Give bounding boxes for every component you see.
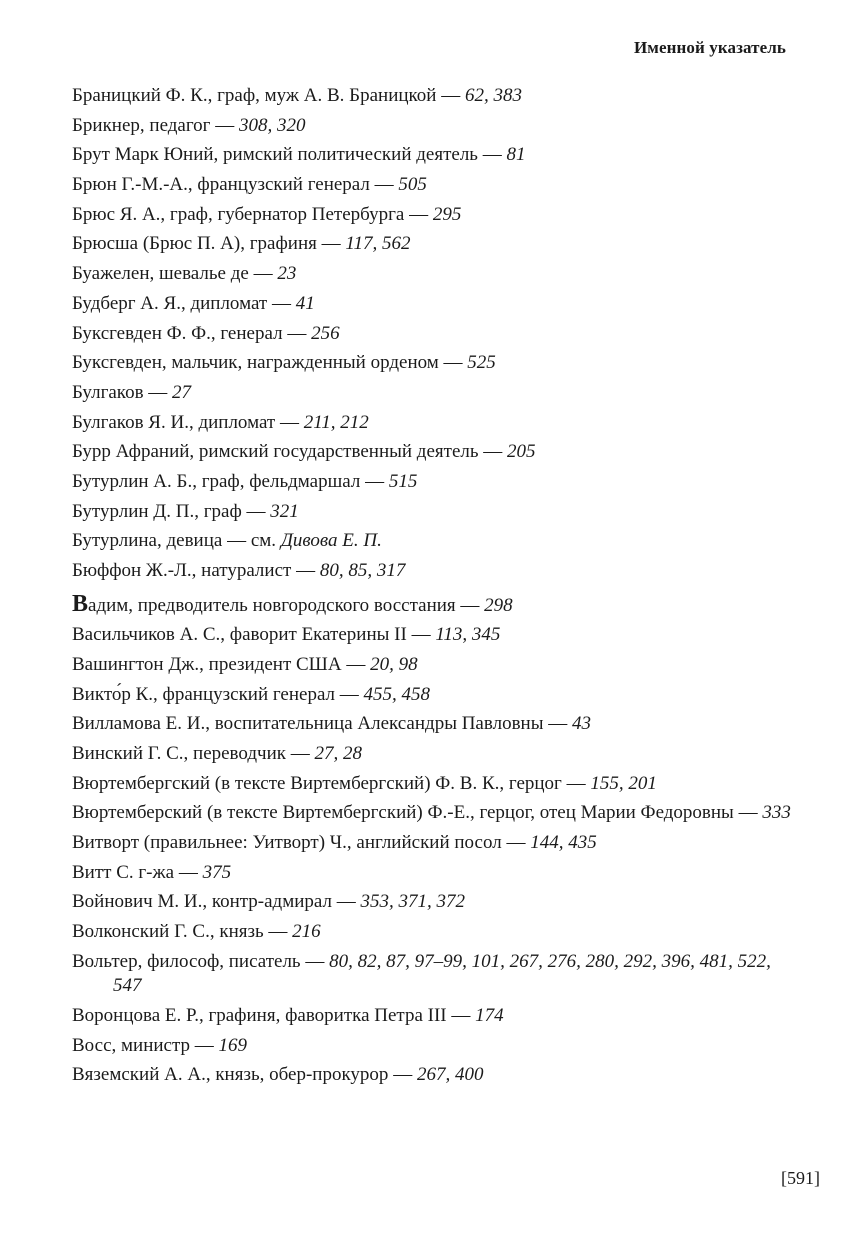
entry-separator: — [275,411,304,433]
entry-pages: 505 [398,174,427,196]
entry-separator: — [282,322,312,344]
index-entry [72,500,792,525]
entry-separator: — [341,653,371,675]
entry-name: Буксгевден Ф. Ф., генерал [72,322,283,344]
entry-separator: — [404,203,433,225]
index-entry [72,861,792,886]
entry-separator: — [241,500,271,522]
entry-name: Бюффон Ж.-Л., натуралист [72,560,292,581]
entry-name: Воронцова Е. Р., графиня, фаворитка Петра III [72,1004,447,1026]
entry-pages: 515 [388,470,418,492]
index-entry [72,772,792,797]
entry-separator: — [501,832,531,853]
entry-separator: — [733,802,763,824]
entry-separator: — [455,594,485,616]
entry-name: Бутурлина, девица [72,530,223,552]
index-entry [72,592,792,619]
entry-name: Вяземский А. А., князь, обер-прокурор [72,1064,389,1086]
entry-name: Браницкий Ф. К., граф, муж А. В. Браницкой [72,85,437,106]
entry-pages: 43 [571,713,591,735]
entry-separator: — [190,1034,219,1056]
entry-name: Витворт (правильнее: Уитворт) Ч., английский посол [72,832,502,853]
entry-pages: 216 [292,921,321,943]
entry-separator: — [369,174,399,196]
entry-name: Брюсша (Брюс П. А), графиня [72,233,317,255]
index-entry [72,292,792,317]
index-entry [72,623,792,648]
entry-name: Брикнер, педагог [72,114,211,136]
entry-pages: 27 [172,381,192,403]
index-entry [72,742,792,767]
entry-separator: — [335,683,364,705]
index-entry [72,84,792,109]
index-entry [72,232,792,257]
entry-pages: 62, 383 [464,85,522,106]
index-entry [72,559,792,584]
entry-name: Вилламова Е. И., воспитательница Александры Павловны [72,713,544,735]
index-entry [72,203,792,228]
entry-pages: 353, 371, 372 [360,891,465,913]
entry-name: Будберг А. Я., дипломат [72,292,268,314]
index-entry [72,653,792,678]
page-number: [591] [781,1168,820,1188]
entry-pages: 117, 562 [345,233,411,255]
index-entry [72,529,792,554]
entry-name: Вашингтон Дж., президент США [72,653,342,675]
entry-name: Винский Г. С., переводчик [72,742,286,764]
running-header: Именной указатель [633,38,786,57]
entry-separator: — [143,381,173,403]
entry-pages: 256 [311,322,340,344]
entry-pages: 80, 82, 87, 97–99, 101, 267, 276, 280, 292, 396, 481, 522, 547 [113,950,771,997]
entry-separator: — [291,560,320,581]
index-entry [72,440,792,465]
entry-separator: — [543,713,572,735]
entry-name: адим, предводитель новгородского восстания [88,594,456,616]
entry-separator: — [360,470,389,492]
entry-pages: 23 [277,263,297,285]
entry-pages: 169 [218,1034,248,1056]
entry-name: Булгаков Я. И., дипломат [72,411,276,433]
entry-separator: — [478,441,508,463]
index-entry [72,831,792,856]
entry-pages: 113, 345 [435,624,501,646]
entry-pages: 333 [762,802,791,824]
entry-name: Буажелен, шевалье де [72,263,249,285]
index-entry [72,322,792,347]
entry-separator: — [263,921,293,943]
index-entry [72,1034,792,1059]
entry-pages: 20, 98 [370,653,418,675]
entry-pages: 205 [507,441,536,463]
entry-separator: — [436,85,465,106]
entry-pages: 174 [475,1004,504,1026]
entry-pages: 295 [432,203,462,225]
index-entry [72,920,792,945]
entry-name: Восс, министр [72,1034,191,1056]
index-entry [72,381,792,406]
entry-pages: 211, 212 [303,411,369,433]
index-entry [72,114,792,139]
index-list [72,84,792,1093]
entry-name: Витт С. г-жа [72,861,175,883]
entry-name: Брут Марк Юний, римский политический деятель [72,144,478,166]
entry-name: Волконский Г. С., князь [72,921,264,943]
entry-cross-reference: Дивова Е. П. [280,530,382,552]
index-entry [72,712,792,737]
entry-name: Васильчиков А. С., фаворит Екатерины II [72,624,407,646]
entry-pages: 144, 435 [530,832,597,853]
index-entry [72,411,792,436]
entry-pages: 267, 400 [416,1064,484,1086]
entry-pages: 455, 458 [363,683,431,705]
entry-name: Булгаков [72,381,144,403]
index-entry [72,683,792,708]
entry-pages: 321 [270,500,299,522]
entry-separator: — [316,233,346,255]
entry-pages: 375 [202,861,232,883]
section-letter: В [72,590,89,617]
entry-name: Вольтер, философ, писатель [72,950,301,972]
entry-name: Вюртемберский (в тексте Виртембергский) Ф.-Е., герцог, отец Марии Федоровны [72,802,734,824]
entry-pages: 525 [467,352,496,374]
entry-name: Брюн Г.-М.-А., французский генерал [72,174,370,196]
index-entry [72,950,792,999]
entry-name: Буксгевден, мальчик, награжденный орденом [72,352,439,374]
index-entry [72,143,792,168]
index-entry [72,801,792,826]
entry-name: Вюртембергский (в тексте Виртембергский) Ф. В. К., герцог [72,772,562,794]
index-entry [72,470,792,495]
entry-name: Бутурлин Д. П., граф [72,500,242,522]
entry-pages: 308, 320 [238,114,306,136]
index-entry [72,262,792,287]
entry-name: Войнович М. И., контр-адмирал [72,891,332,913]
entry-separator: — [210,114,239,136]
entry-separator: — [438,352,468,374]
index-entry [72,1063,792,1088]
entry-pages: 80, 85, 317 [319,560,406,581]
index-entry [72,173,792,198]
entry-separator: — [406,624,436,646]
entry-name: Брюс Я. А., граф, губернатор Петербурга [72,203,405,225]
entry-separator: — [561,772,591,794]
entry-pages: 41 [295,292,315,314]
entry-separator: — см. [222,530,281,552]
entry-separator: — [300,950,330,972]
entry-separator: — [388,1064,417,1086]
index-entry [72,351,792,376]
entry-pages: 155, 201 [590,772,657,794]
entry-pages: 27, 28 [314,742,362,764]
entry-separator: — [477,144,507,166]
entry-name: Бутурлин А. Б., граф, фельдмаршал [72,470,361,492]
entry-separator: — [446,1004,476,1026]
entry-pages: 81 [506,144,526,166]
index-entry [72,1004,792,1029]
entry-name: Бурр Афраний, римский государственный деятель [72,441,479,463]
entry-separator: — [174,861,203,883]
entry-separator: — [248,263,278,285]
index-entry [72,890,792,915]
entry-separator: — [332,891,361,913]
entry-pages: 298 [484,594,513,616]
entry-separator: — [285,742,315,764]
entry-name: Викто́р К., французский генерал [72,683,336,705]
entry-separator: — [267,292,296,314]
